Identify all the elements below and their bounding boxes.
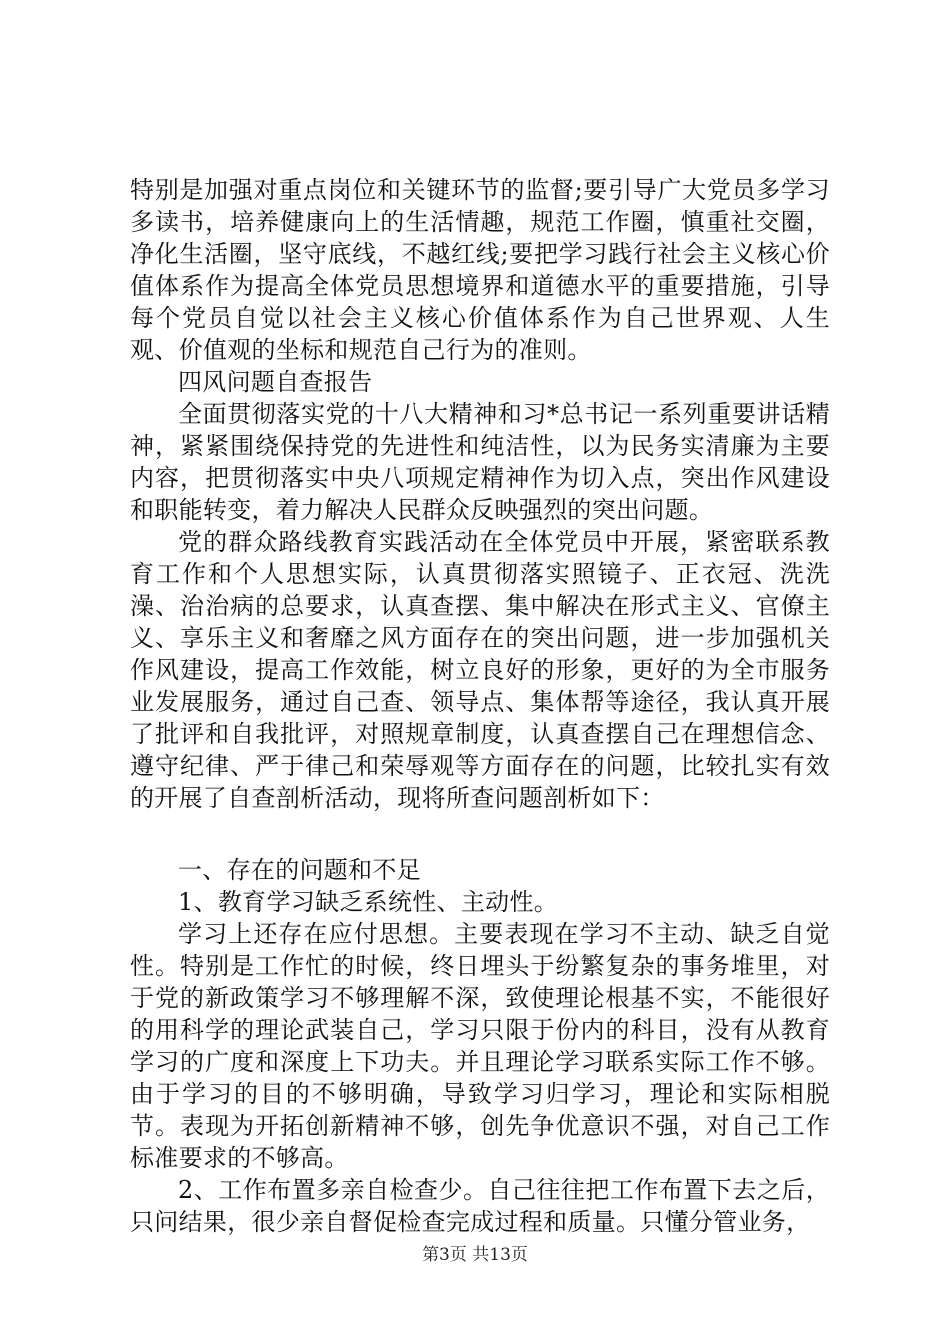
paragraph-continuation: 特别是加强对重点岗位和关键环节的监督;要引导广大党员多学习多读书，培养健康向上的生活情趣，规范工作圈，慎重社交圈，净化生活圈，坚守底线，不越红线;要把学习践行社会主义核心价值体系作为提高全体党员思想境界和道德水平的重要措施，引导每个党员自觉以社会主义核心价值体系作为自己世界观、人生观、价值观的坐标和规范自己行为的准则。 (130, 176, 830, 364)
subheading-study: 1、教育学习缺乏系统性、主动性。 (178, 888, 559, 916)
page-number-footer: 第3页 共13页 (422, 1245, 528, 1265)
section-title: 四风问题自查报告 (178, 368, 373, 396)
paragraph-activity: 党的群众路线教育实践活动在全体党员中开展，紧密联系教育工作和个人思想实际，认真贯彻落实照镜子、正衣冠、洗洗澡、治治病的总要求，认真查摆、集中解决在形式主义、官僚主义、享乐主义和奢靡之风方面存在的突出问题，进一步加强机关作风建设，提高工作效能，树立良好的形象，更好的为全市服务业发展服务，通过自己查、领导点、集体帮等途径，我认真开展了批评和自我批评，对照规章制度，认真查摆自己在理想信念、遵守纪律、严于律己和荣辱观等方面存在的问题，比较扎实有效的开展了自查剖析活动，现将所查问题剖析如下： (130, 528, 830, 812)
paragraph-work: 2、工作布置多亲自检查少。自己往往把工作布置下去之后，只问结果，很少亲自督促检查完成过程和质量。只懂分管业务， (130, 1176, 830, 1236)
paragraph-study: 学习上还存在应付思想。主要表现在学习不主动、缺乏自觉性。特别是工作忙的时候，终日埋头于纷繁复杂的事务堆里，对于党的新政策学习不够理解不深，致使理论根基不实，不能很好的用科学的理论武装自己，学习只限于份内的科目，没有从教育学习的广度和深度上下功夫。并且理论学习联系实际工作不够。由于学习的目的不够明确，导致学习归学习，理论和实际相脱节。表现为开拓创新精神不够，创先争优意识不强，对自己工作标准要求的不够高。 (130, 920, 830, 1172)
heading-problems: 一、存在的问题和不足 (178, 856, 421, 884)
paragraph-gap (130, 814, 830, 854)
document-body (130, 174, 830, 1238)
paragraph-intro: 全面贯彻落实党的十八大精神和习*总书记一系列重要讲话精神，紧紧围绕保持党的先进性和纯洁性，以为民务实清廉为主要内容，把贯彻落实中央八项规定精神作为切入点，突出作风建设和职能转变，着力解决人民群众反映强烈的突出问题。 (130, 400, 830, 524)
